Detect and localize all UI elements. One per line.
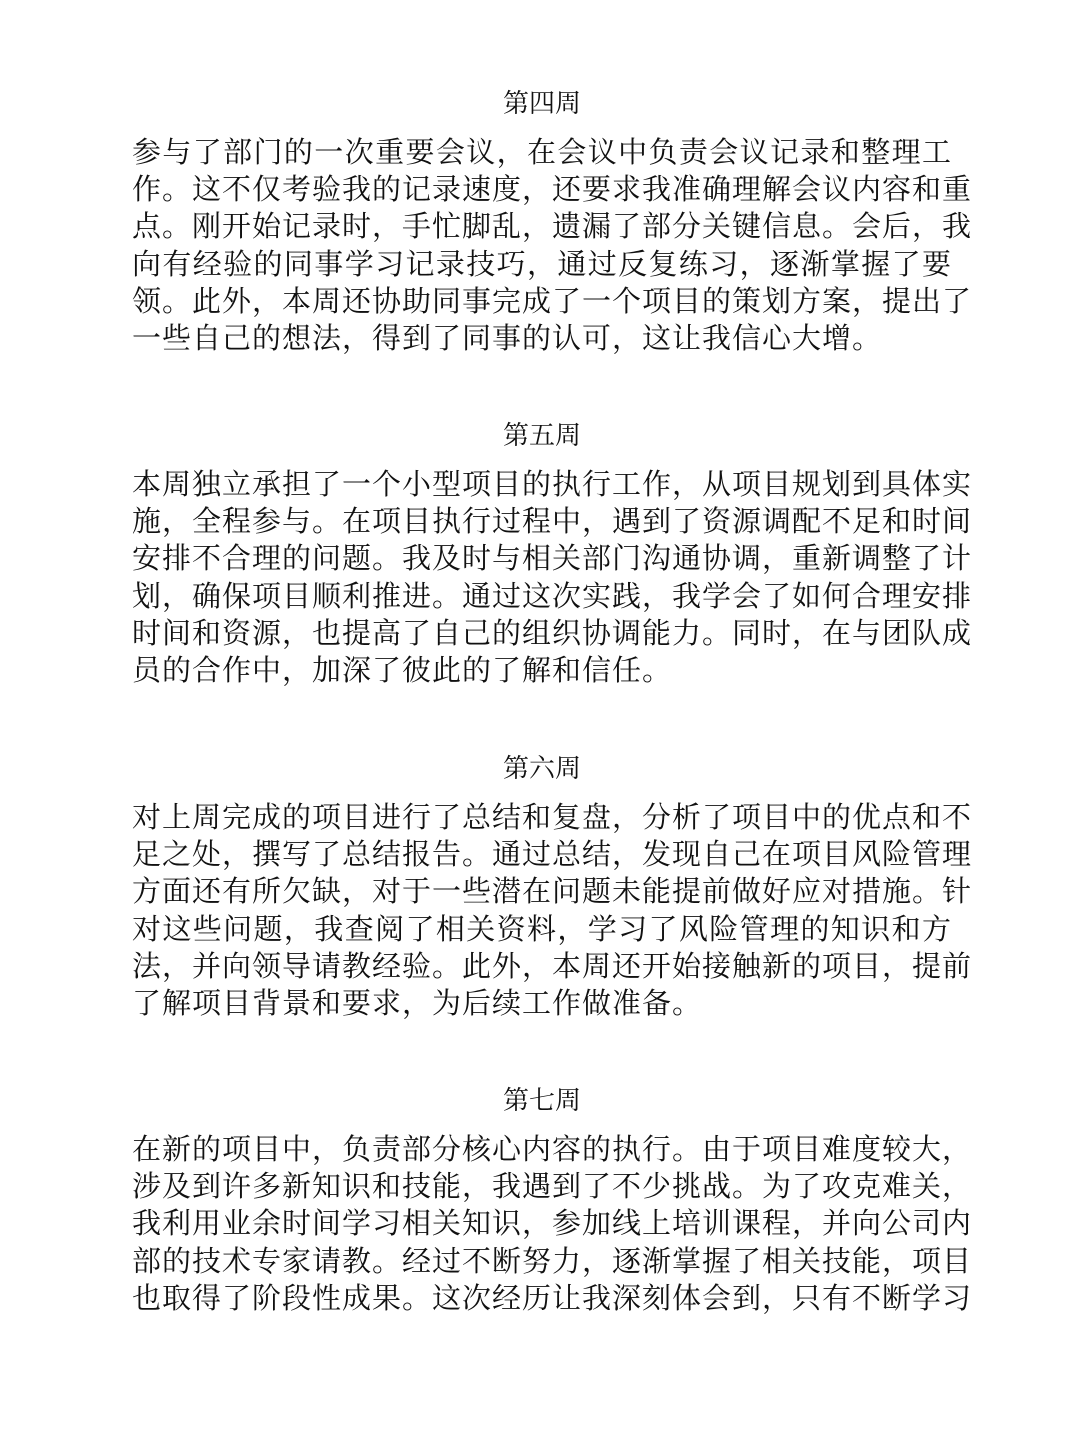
week-7-paragraph — [132, 1131, 973, 1317]
text-line: 员的合作中，加深了彼此的了解和信任。 — [132, 653, 673, 688]
week-5-heading: 第五周 — [502, 421, 581, 451]
text-line: 足之处，撰写了总结报告。通过总结，发现自己在项目风险管理 — [132, 837, 973, 872]
text-line: 对这些问题，我查阅了相关资料，学习了风险管理的知识和方 — [132, 911, 952, 946]
text-line: 涉及到许多新知识和技能，我遇到了不少挑战。为了攻克难关， — [132, 1169, 973, 1204]
text-line: 我利用业余时间学习相关知识，参加线上培训课程，并向公司内 — [132, 1206, 973, 1241]
week-7-section — [132, 1083, 973, 1317]
text-line: 参与了部门的一次重要会议，在会议中负责会议记录和整理工 — [132, 135, 952, 169]
text-line: 在新的项目中，负责部分核心内容的执行。由于项目难度较大， — [132, 1132, 973, 1166]
week-6-section — [132, 751, 973, 1022]
week-4-paragraph — [132, 134, 973, 357]
text-line: 了解项目背景和要求，为后续工作做准备。 — [132, 986, 703, 1021]
text-line: 安排不合理的问题。我及时与相关部门沟通协调，重新调整了计 — [132, 541, 973, 576]
text-line: 向有经验的同事学习记录技巧，通过反复练习，逐渐掌握了要 — [132, 246, 952, 281]
text-line: 划，确保项目顺利推进。通过这次实践，我学会了如何合理安排 — [132, 578, 973, 613]
text-line: 时间和资源，也提高了自己的组织协调能力。同时，在与团队成 — [132, 615, 973, 650]
text-line: 本周独立承担了一个小型项目的执行工作，从项目规划到具体实 — [132, 467, 973, 501]
text-line: 一些自己的想法，得到了同事的认可，这让我信心大增。 — [132, 321, 883, 356]
text-line: 法，并向领导请教经验。此外，本周还开始接触新的项目，提前 — [132, 948, 973, 983]
week-6-heading: 第六周 — [502, 754, 581, 784]
text-line: 施，全程参与。在项目执行过程中，遇到了资源调配不足和时间 — [132, 504, 973, 539]
text-line: 点。刚开始记录时，手忙脚乱，遗漏了部分关键信息。会后，我 — [132, 209, 973, 244]
week-5-section — [132, 418, 973, 689]
text-line: 部的技术专家请教。经过不断努力，逐渐掌握了相关技能，项目 — [132, 1243, 973, 1278]
text-line: 也取得了阶段性成果。这次经历让我深刻体会到，只有不断学习 — [132, 1280, 973, 1315]
week-7-heading: 第七周 — [502, 1086, 581, 1116]
text-line: 领。此外，本周还协助同事完成了一个项目的策划方案，提出了 — [132, 283, 973, 318]
text-line: 方面还有所欠缺，对于一些潜在问题未能提前做好应对措施。针 — [132, 874, 973, 909]
week-4-heading: 第四周 — [502, 89, 581, 119]
text-line: 对上周完成的项目进行了总结和复盘，分析了项目中的优点和不 — [132, 800, 973, 834]
week-5-paragraph — [132, 466, 973, 689]
week-6-paragraph — [132, 799, 973, 1022]
text-line: 作。这不仅考验我的记录速度，还要求我准确理解会议内容和重 — [132, 172, 973, 207]
week-4-section — [132, 86, 973, 357]
